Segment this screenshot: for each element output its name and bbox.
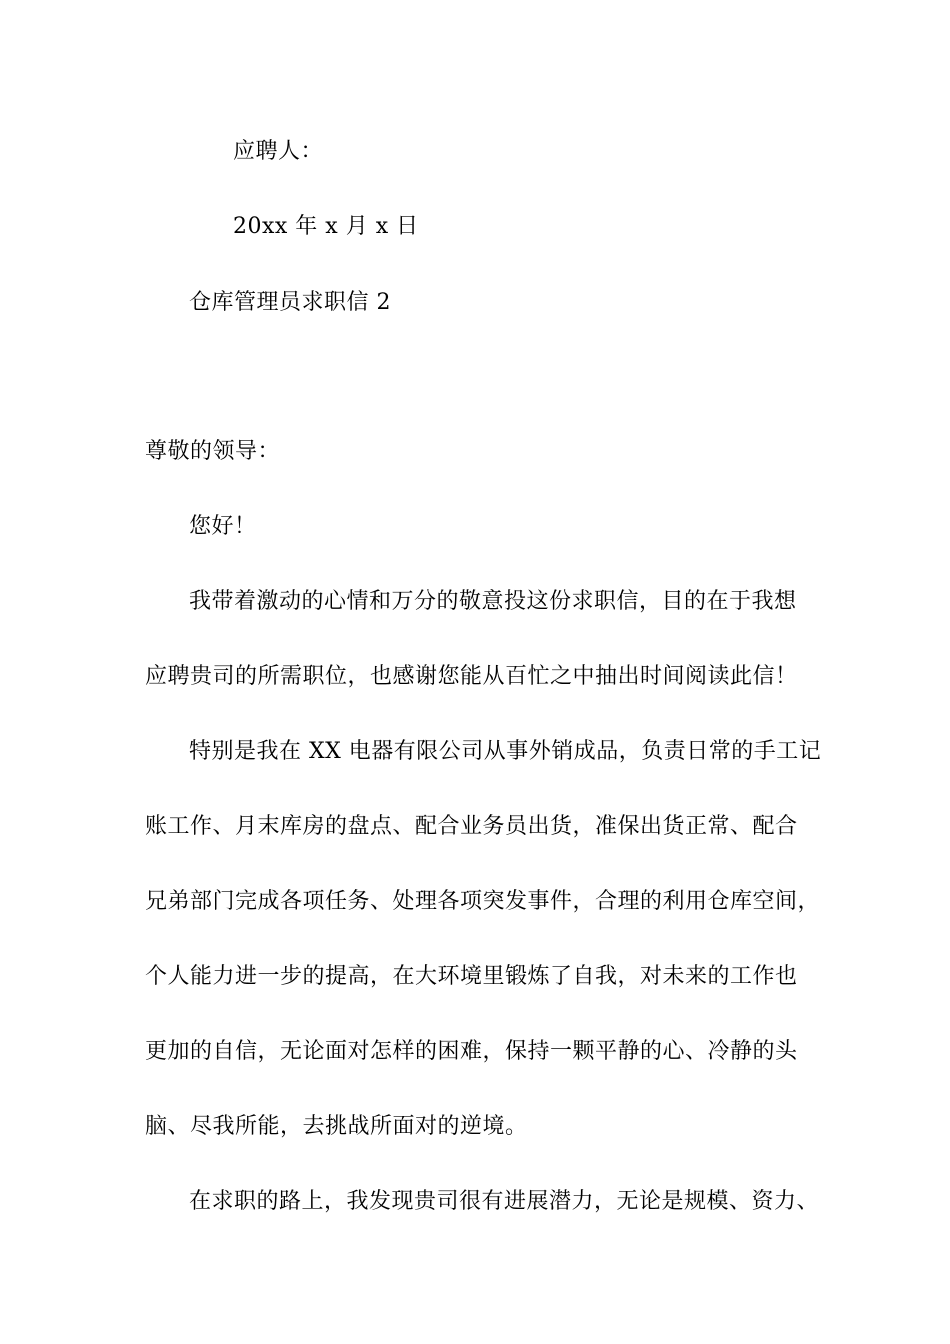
body-line: 脑、尽我所能，去挑战所面对的逆境。 xyxy=(145,1114,528,1139)
greeting: 您好！ xyxy=(189,514,257,539)
body-line: 应聘贵司的所需职位，也感谢您能从百忙之中抽出时间阅读此信！ xyxy=(145,664,798,689)
salutation: 尊敬的领导： xyxy=(145,439,281,464)
applicant-label: 应聘人： xyxy=(233,139,324,164)
body-line: 我带着激动的心情和万分的敬意投这份求职信，目的在于我想 xyxy=(189,589,797,614)
body-line: 账工作、月末库房的盘点、配合业务员出货，准保出货正常、配合 xyxy=(145,814,798,839)
body-line: 个人能力进一步的提高，在大环境里锻炼了自我，对未来的工作也 xyxy=(145,964,798,989)
letter-heading: 仓库管理员求职信 2 xyxy=(189,290,391,315)
body-line: 在求职的路上，我发现贵司很有进展潜力，无论是规模、资力、 xyxy=(189,1189,820,1214)
signature-date: 20xx 年 x 月 x 日 xyxy=(233,214,419,239)
body-line: 兄弟部门完成各项任务、处理各项突发事件，合理的利用仓库空间， xyxy=(145,889,821,914)
body-line: 更加的自信，无论面对怎样的困难，保持一颗平静的心、冷静的头 xyxy=(145,1039,798,1064)
body-line: 特别是我在 XX 电器有限公司从事外销成品，负责日常的手工记 xyxy=(189,739,822,764)
